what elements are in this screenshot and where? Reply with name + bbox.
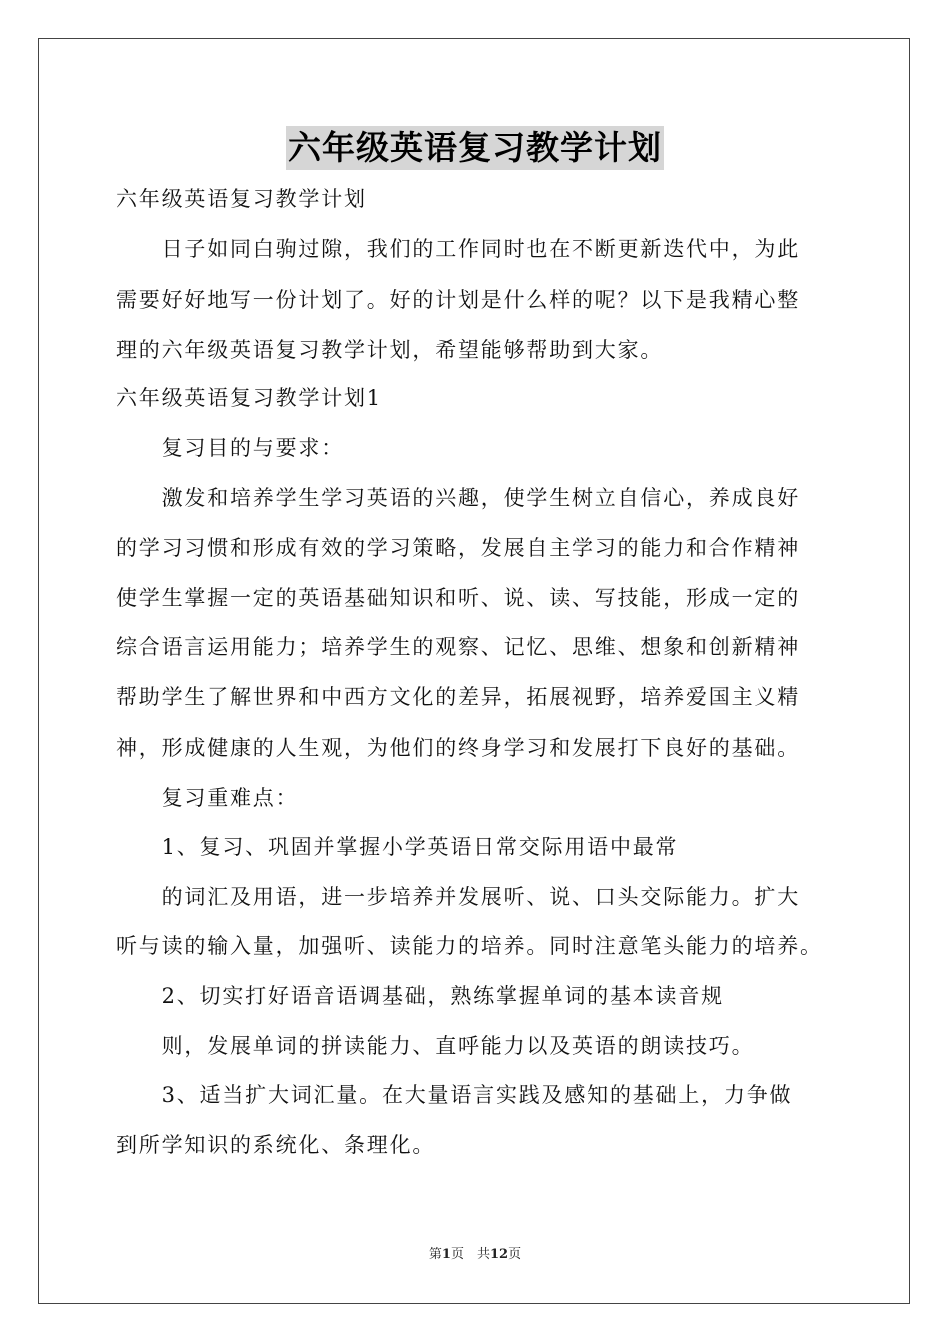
text-line: 1、复习、巩固并掌握小学英语日常交际用语中最常 [116, 835, 679, 859]
footer-middle: 页 共 [450, 1247, 490, 1262]
footer-suffix: 页 [508, 1247, 522, 1262]
document-title: 六年级英语复习教学计划 [286, 126, 664, 170]
text-line: 听与读的输入量，加强听、读能力的培养。同时注意笔头能力的培养。 [116, 934, 823, 958]
page-border [38, 38, 910, 1304]
text-line: 六年级英语复习教学计划1 [116, 386, 382, 410]
text-line: 3、适当扩大词汇量。在大量语言实践及感知的基础上，力争做 [116, 1083, 793, 1107]
text-line: 神，形成健康的人生观，为他们的终身学习和发展打下良好的基础。 [116, 736, 800, 760]
text-line: 帮助学生了解世界和中西方文化的差异，拓展视野，培养爱国主义精 [116, 685, 800, 709]
text-line: 则，发展单词的拼读能力、直呼能力以及英语的朗读技巧。 [116, 1034, 755, 1058]
footer-page-number: 1 [441, 1247, 451, 1262]
text-line: 的词汇及用语，进一步培养并发展听、说、口头交际能力。扩大 [116, 885, 800, 909]
title-container [0, 126, 950, 170]
page-footer [0, 1246, 950, 1264]
text-line: 2、切实打好语音语调基础，熟练掌握单词的基本读音规 [116, 984, 724, 1008]
footer-total-pages: 12 [489, 1247, 509, 1262]
text-line: 使学生掌握一定的英语基础知识和听、说、读、写技能，形成一定的 [116, 586, 800, 610]
text-line: 六年级英语复习教学计划 [116, 187, 367, 211]
text-line: 复习重难点： [116, 786, 299, 810]
text-line: 理的六年级英语复习教学计划，希望能够帮助到大家。 [116, 338, 664, 362]
text-line: 激发和培养学生学习英语的兴趣，使学生树立自信心，养成良好 [116, 486, 800, 510]
text-line: 复习目的与要求： [116, 436, 344, 460]
text-line: 需要好好地写一份计划了。好的计划是什么样的呢？以下是我精心整 [116, 288, 800, 312]
text-line: 日子如同白驹过隙，我们的工作同时也在不断更新迭代中，为此 [116, 237, 800, 261]
text-line: 的学习习惯和形成有效的学习策略，发展自主学习的能力和合作精神 [116, 536, 800, 560]
text-line: 综合语言运用能力；培养学生的观察、记忆、思维、想象和创新精神 [116, 635, 800, 659]
text-line: 到所学知识的系统化、条理化。 [116, 1133, 436, 1157]
footer-prefix: 第 [428, 1247, 442, 1262]
